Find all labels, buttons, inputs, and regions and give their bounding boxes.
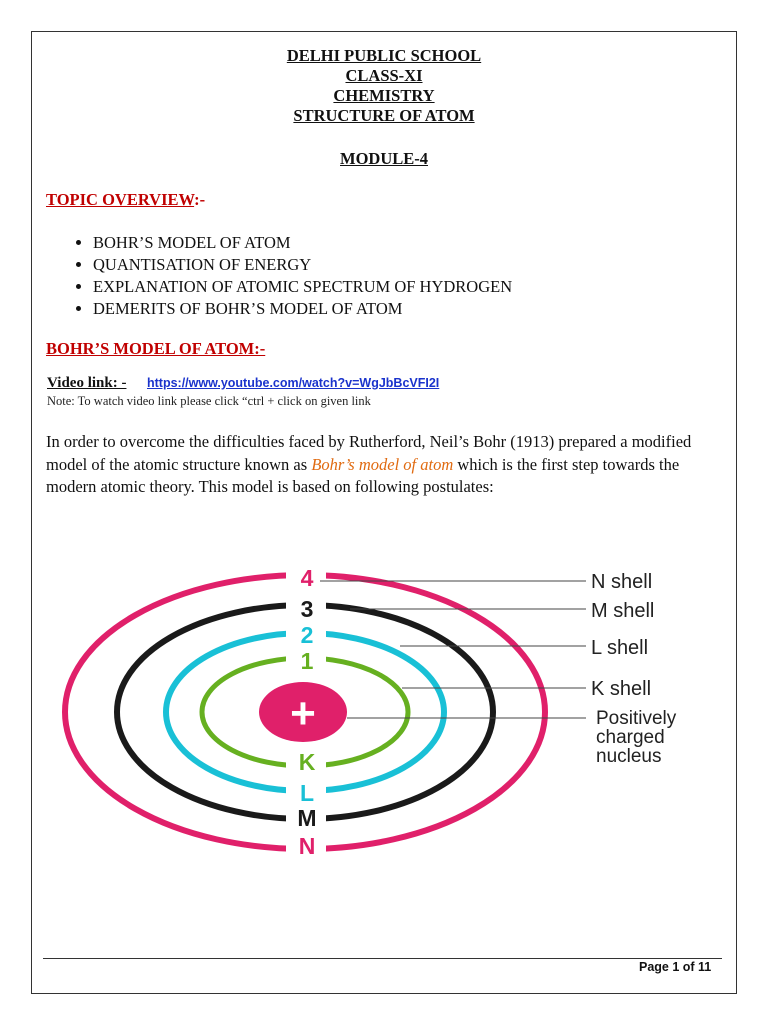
topic-overview-suffix: :-: [194, 190, 206, 209]
class-name: CLASS-XI: [345, 66, 423, 85]
shell-number-3: 3: [300, 596, 314, 622]
shell-number-1: 1: [300, 648, 314, 674]
shell-letter-l: L: [299, 780, 315, 806]
bohr-model-highlight: Bohr’s model of atom: [311, 454, 454, 474]
k-shell-label: K shell: [591, 678, 652, 700]
nucleus-label-line-2: charged: [596, 727, 665, 748]
footer-divider: [43, 958, 722, 959]
shell-number-4: 4: [300, 565, 314, 591]
nucleus-label-line-1: Positively: [596, 708, 677, 729]
topic-overview-title: TOPIC OVERVIEW: [46, 190, 195, 209]
shell-number-2: 2: [300, 622, 314, 648]
nucleus-label-line-3: nucleus: [596, 746, 662, 767]
n-shell-label: N shell: [591, 571, 653, 593]
bohr-model-title: BOHR’S MODEL OF ATOM:-: [46, 339, 266, 358]
chapter-name: STRUCTURE OF ATOM: [293, 106, 475, 125]
video-link-label-text: Video link: -: [47, 375, 127, 391]
shell-letter-k: K: [298, 749, 316, 775]
topic-item: • BOHR’S MODEL OF ATOM: [93, 232, 512, 254]
topic-item: • DEMERITS OF BOHR’S MODEL OF ATOM: [93, 298, 512, 320]
intro-text-start: In order to overcome the difficulties faced by Rutherford, Neil’s Bohr (1913) prepared a modified model of the atomic structure known as: [46, 432, 692, 474]
intro-text-end: which is the first step towards the modern atomic theory. This model is based on following postulates:: [46, 454, 680, 496]
module-title: MODULE-4: [340, 149, 428, 168]
m-shell-label: M shell: [591, 600, 655, 622]
subject-name: CHEMISTRY: [333, 86, 435, 105]
video-link[interactable]: https://www.youtube.com/watch?v=WgJbBcVFI2I: [147, 376, 440, 390]
video-link-note: Note: To watch video link please click “ctrl + click on given link: [47, 394, 371, 408]
l-shell-label: L shell: [591, 637, 649, 659]
shell-letter-m: M: [297, 805, 317, 831]
topic-item: • EXPLANATION OF ATOMIC SPECTRUM OF HYDROGEN: [93, 276, 512, 298]
shell-letter-n: N: [298, 833, 316, 859]
topic-item: • QUANTISATION OF ENERGY: [93, 254, 512, 276]
school-name: DELHI PUBLIC SCHOOL: [286, 46, 482, 65]
nucleus-plus-icon: +: [290, 689, 316, 738]
page-number: Page 1 of 11: [639, 960, 712, 974]
